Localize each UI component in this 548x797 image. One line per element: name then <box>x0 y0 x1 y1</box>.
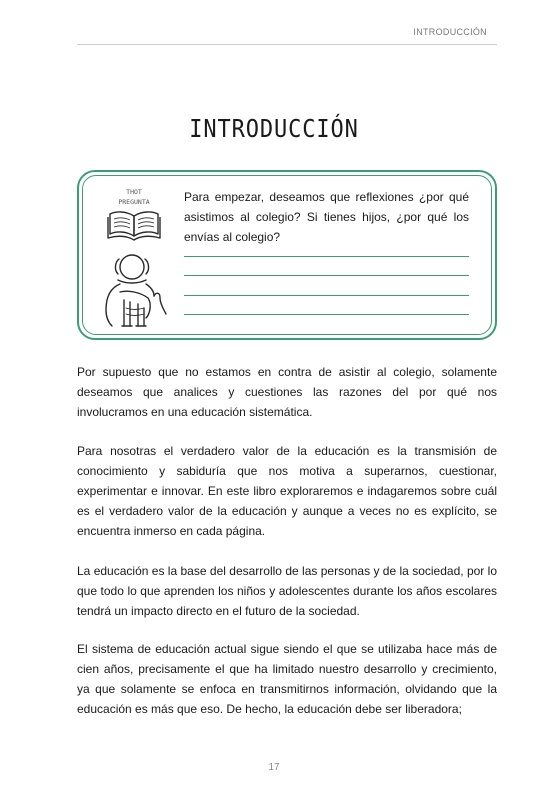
answer-line <box>184 256 469 257</box>
body-paragraph: Para nosotras el verdadero valor de la educación es la transmisión de conocimiento y sabiduría que nos motiva a superarnos, cuestionar, experimentar e innovar. En este libro exploraremos e indagaremos sobre cuál es el verdadero valor de la educación y aunque a veces no es explícito, se encuentra inmerso en cada página. <box>77 444 497 538</box>
answer-line <box>184 295 469 296</box>
thot-ibis-icon <box>98 252 168 330</box>
body-paragraph: El sistema de educación actual sigue siendo el que se utilizaba hace más de cien años, precisamente el que ha limitado nuestro desarrollo y crecimiento, ya que solamente se enfoca en transmitirnos información, olvidando que la educación es más que eso. De hecho, la educación debe ser liberadora; <box>77 642 497 716</box>
answer-line <box>184 275 469 276</box>
answer-line <box>184 314 469 315</box>
running-head: INTRODUCCIÓN <box>413 27 487 37</box>
body-paragraph: La educación es la base del desarrollo de las personas y de la sociedad, por lo que todo lo que aprenden los niños y adolescentes durante los años escolares tendrá un impacto directo en el futuro de la sociedad. <box>77 564 497 618</box>
thot-question-text: Para empezar, deseamos que reflexiones ¿por qué asistimos al colegio? Si tienes hijos, ¿por qué los envías al colegio? <box>184 190 469 244</box>
page-number: 17 <box>268 762 280 773</box>
thot-pregunta-label: THOT PREGUNTA <box>118 188 150 206</box>
header-rule <box>77 44 497 45</box>
open-book-icon <box>106 208 162 242</box>
body-paragraph: Por supuesto que no estamos en contra de asistir al colegio, solamente deseamos que analices y cuestiones las razones del por qué nos involucramos en una educación sistemática. <box>77 365 497 419</box>
chapter-title: INTRODUCCIÓN <box>189 114 359 143</box>
